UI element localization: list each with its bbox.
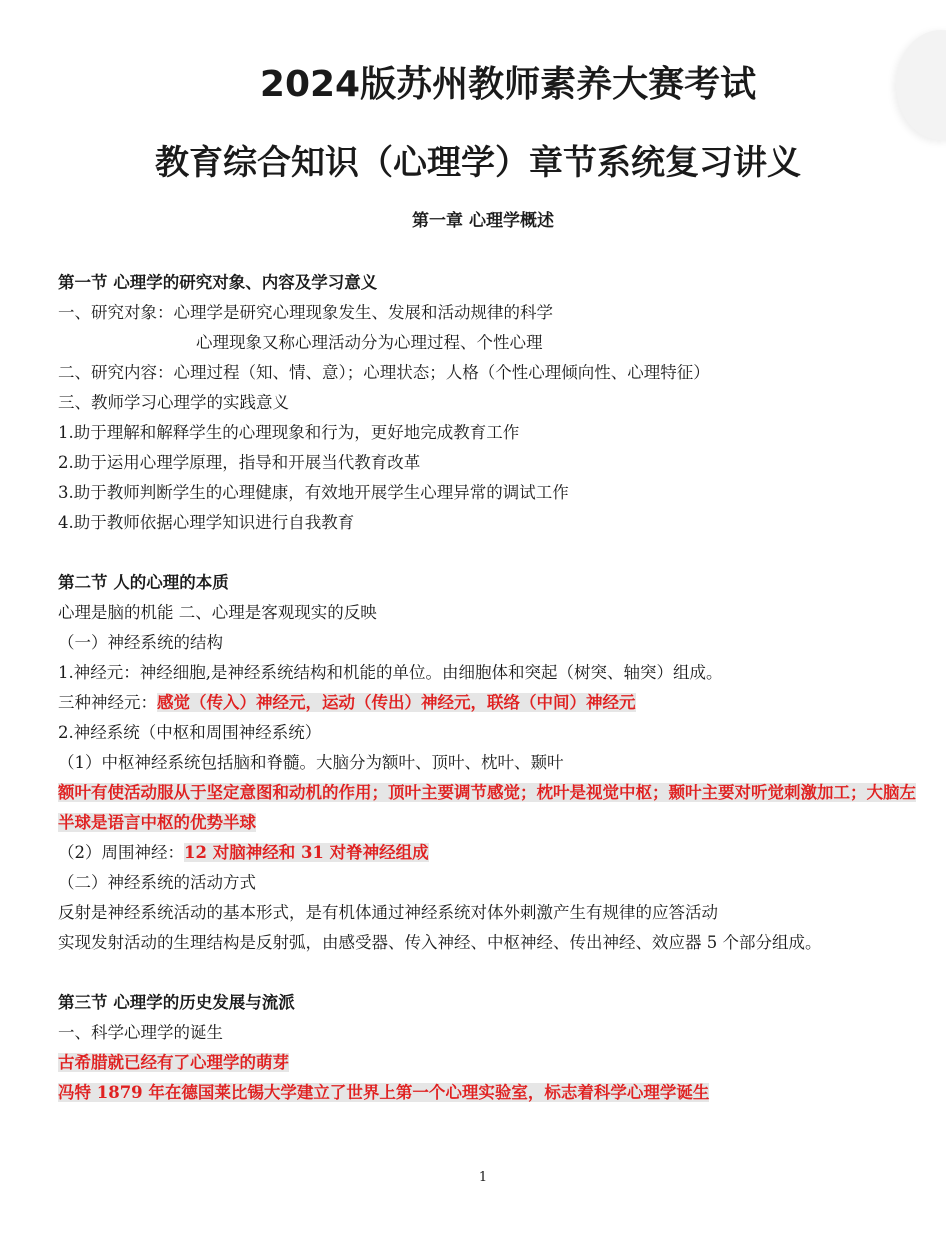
text-line: 一、研究对象：心理学是研究心理现象发生、发展和活动规律的科学 bbox=[58, 303, 553, 322]
text-line bbox=[58, 688, 918, 718]
text-line: 2.助于运用心理学原理，指导和开展当代教育改革 bbox=[58, 453, 421, 472]
highlighted-text: 冯特 1879 年在德国莱比锡大学建立了世界上第一个心理实验室，标志着科学心理学诞生 bbox=[58, 1083, 710, 1102]
document-subtitle: 教育综合知识（心理学）章节系统复习讲义 bbox=[155, 143, 801, 183]
document-body bbox=[58, 268, 918, 1108]
highlighted-text: 古希腊就已经有了心理学的萌芽 bbox=[58, 1053, 289, 1072]
text-line: 4.助于教师依据心理学知识进行自我教育 bbox=[58, 513, 355, 532]
text-line: 心理现象又称心理活动分为心理过程、个性心理 bbox=[196, 333, 543, 352]
text-line: 1.助于理解和解释学生的心理现象和行为，更好地完成教育工作 bbox=[58, 423, 520, 442]
text-line bbox=[58, 778, 918, 838]
text-line bbox=[58, 1048, 918, 1078]
section-3-heading: 第三节 心理学的历史发展与流派 bbox=[58, 993, 295, 1012]
text-line: 实现发射活动的生理结构是反射弧，由感受器、传入神经、中枢神经、传出神经、效应器 5 个部分组成。 bbox=[58, 933, 822, 952]
text-line: 3.助于教师判断学生的心理健康，有效地开展学生心理异常的调试工作 bbox=[58, 483, 569, 502]
text-line: 1.神经元：神经细胞,是神经系统结构和机能的单位。由细胞体和突起（树突、轴突）组成。 bbox=[58, 663, 723, 682]
text-line bbox=[58, 1078, 918, 1108]
text-line: （一）神经系统的结构 bbox=[58, 633, 223, 652]
text-prefix: 三种神经元： bbox=[58, 693, 157, 712]
text-line: 心理是脑的机能 二、心理是客观现实的反映 bbox=[58, 603, 377, 622]
text-line: 2.神经系统（中枢和周围神经系统） bbox=[58, 723, 322, 742]
highlighted-text: 12 对脑神经和 31 对脊神经组成 bbox=[184, 843, 429, 862]
highlighted-text: 感觉（传入）神经元，运动（传出）神经元，联络（中间）神经元 bbox=[157, 693, 636, 712]
text-line: （1）中枢神经系统包括脑和脊髓。大脑分为额叶、顶叶、枕叶、颞叶 bbox=[58, 753, 564, 772]
chapter-title: 第一章 心理学概述 bbox=[412, 211, 554, 231]
text-line: （二）神经系统的活动方式 bbox=[58, 873, 256, 892]
text-line: 反射是神经系统活动的基本形式，是有机体通过神经系统对体外刺激产生有规律的应答活动 bbox=[58, 903, 718, 922]
document-title: 2024版苏州教师素养大赛考试 bbox=[259, 64, 757, 105]
section-2-heading: 第二节 人的心理的本质 bbox=[58, 573, 229, 592]
page-number: 1 bbox=[478, 1170, 488, 1185]
section-1-heading: 第一节 心理学的研究对象、内容及学习意义 bbox=[58, 273, 378, 292]
text-line: 二、研究内容：心理过程（知、情、意）；心理状态；人格（个性心理倾向性、心理特征） bbox=[58, 363, 710, 382]
text-line: 三、教师学习心理学的实践意义 bbox=[58, 393, 289, 412]
text-line bbox=[58, 838, 918, 868]
text-prefix: （2）周围神经： bbox=[58, 843, 184, 862]
highlighted-text: 额叶有使活动服从于坚定意图和动机的作用；顶叶主要调节感觉；枕叶是视觉中枢；颞叶主要对听觉刺激加工；大脑左半球是语言中枢的优势半球 bbox=[58, 783, 916, 832]
text-line: 一、科学心理学的诞生 bbox=[58, 1023, 223, 1042]
